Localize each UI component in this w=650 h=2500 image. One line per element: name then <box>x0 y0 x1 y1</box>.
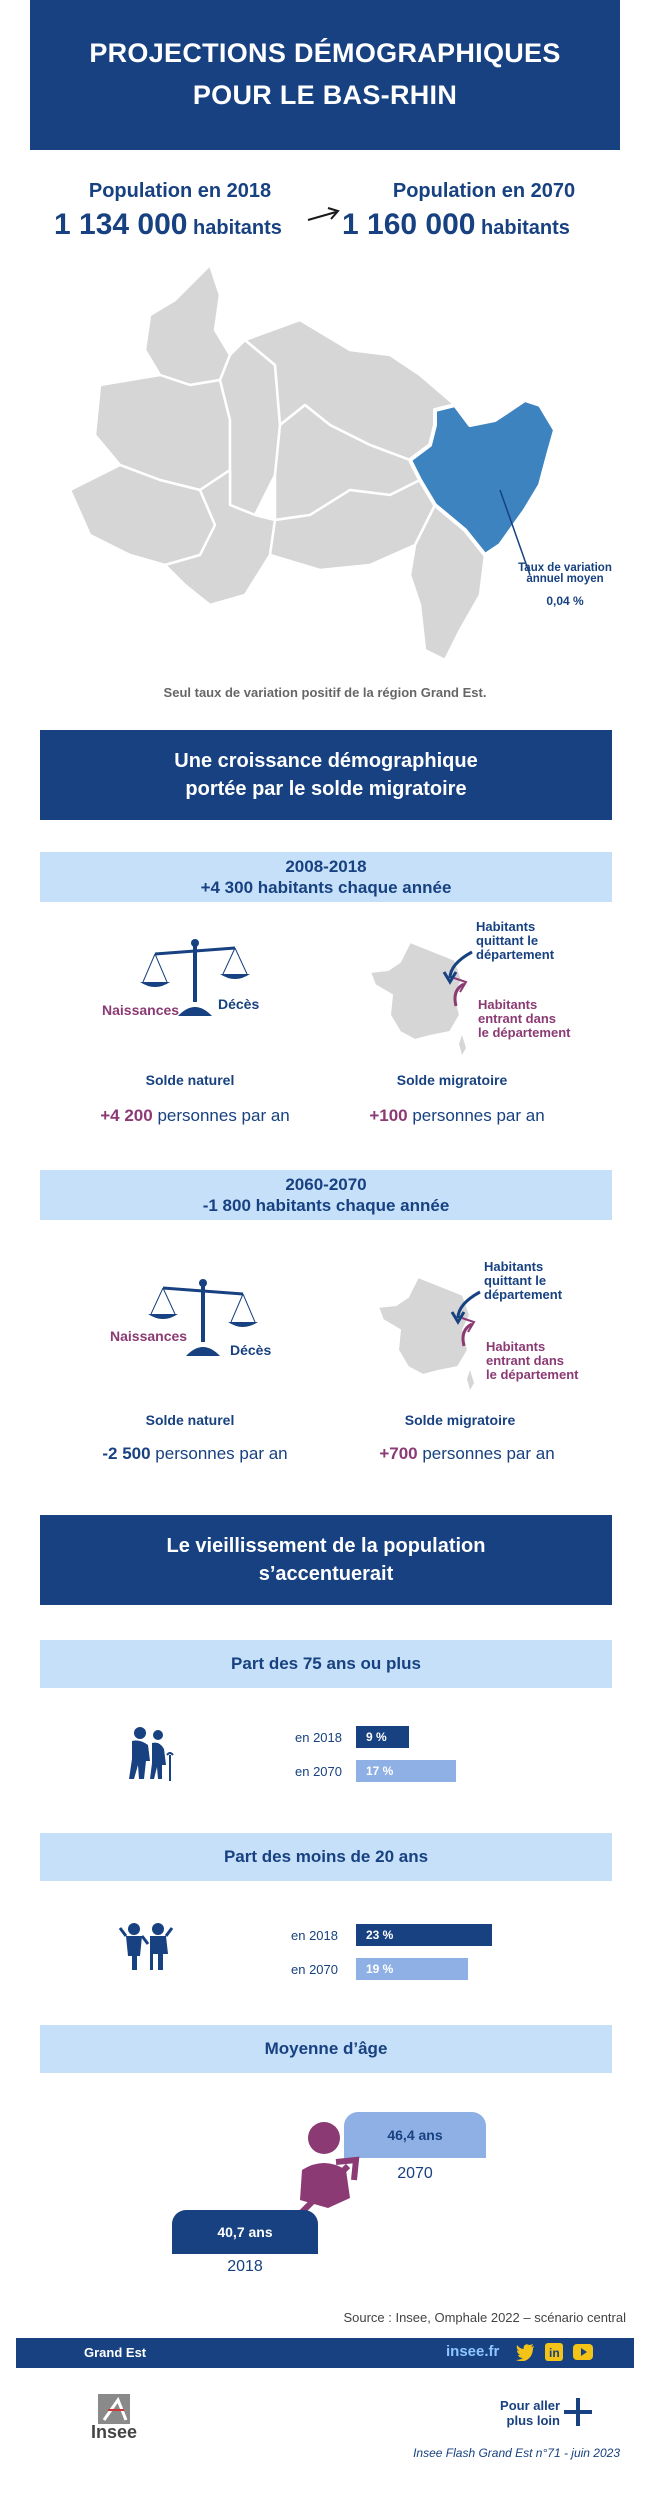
period1-years: 2008-2018 <box>285 857 367 876</box>
pop-2070-value <box>342 208 570 242</box>
young-2018-bar: 23 % <box>356 1924 492 1946</box>
period1-entering-label <box>478 998 570 1040</box>
header-title-line2: POUR LE BAS-RHIN <box>192 80 458 110</box>
pop-2070-number: 1 160 000 <box>342 208 476 241</box>
period1-summary: +4 300 habitants chaque année <box>200 878 452 897</box>
linkedin-icon[interactable] <box>544 2342 564 2362</box>
map-rate-label-line2: annuel moyen <box>526 573 604 585</box>
header-title-line1: PROJECTIONS DÉMOGRAPHIQUES <box>89 38 561 68</box>
section-aging-line2: s’accentuerait <box>258 1563 394 1585</box>
age-2018-box: 40,7 ans <box>172 2210 318 2254</box>
period1-migration-caption: Solde migratoire <box>396 1072 508 1088</box>
section-aging-line1: Le vieillissement de la population <box>166 1535 486 1557</box>
period2-leaving-label <box>484 1260 562 1302</box>
age-banner: Moyenne d’âge <box>40 2025 612 2073</box>
map-region-ardennes <box>145 265 230 385</box>
elderly-banner: Part des 75 ans ou plus <box>40 1640 612 1688</box>
section-growth-line1: Une croissance démographique <box>174 750 478 772</box>
footer-region: Grand Est <box>84 2345 147 2360</box>
young-2018-year: en 2018 <box>291 1928 338 1943</box>
young-2070-bar: 19 % <box>356 1958 468 1980</box>
period1-natural-line <box>90 1106 300 1126</box>
period2-entering-line2: entrant dans <box>486 1353 565 1368</box>
age-2070-year: 2070 <box>397 2165 433 2182</box>
more-info-line2: plus loin <box>506 2413 560 2428</box>
pop-2018-label: Population en 2018 <box>88 180 272 202</box>
youtube-icon[interactable] <box>572 2342 594 2362</box>
period1-births-label: Naissances <box>102 1002 180 1018</box>
publication-ref: Insee Flash Grand Est n°71 - juin 2023 <box>413 2446 620 2460</box>
plus-icon[interactable] <box>564 2398 592 2426</box>
pop-2070-label: Population en 2070 <box>392 180 576 202</box>
period2-migration-caption: Solde migratoire <box>404 1412 516 1428</box>
page-header <box>30 0 620 150</box>
section-growth-banner <box>40 730 612 820</box>
period1-migration-value: +100 <box>369 1106 408 1125</box>
pop-2018-value <box>54 208 282 242</box>
young-banner: Part des moins de 20 ans <box>40 1833 612 1881</box>
period2-entering-line1: Habitants <box>486 1339 546 1354</box>
period2-births-label: Naissances <box>110 1328 188 1344</box>
elderly-2018-year: en 2018 <box>295 1730 342 1745</box>
period2-natural-unit: personnes par an <box>155 1444 288 1463</box>
map-note: Seul taux de variation positif de la région Grand Est. <box>163 685 487 700</box>
period2-years: 2060-2070 <box>285 1175 367 1194</box>
map-rate-label <box>510 563 620 585</box>
period2-migration-line <box>358 1444 576 1464</box>
period1-deaths-label: Décès <box>218 996 260 1012</box>
period1-banner <box>40 852 612 902</box>
period2-natural-value: -2 500 <box>102 1444 151 1463</box>
elderly-2018-bar: 9 % <box>356 1726 409 1748</box>
source-note: Source : Insee, Omphale 2022 – scénario central <box>343 2310 626 2325</box>
period1-entering-line1: Habitants <box>478 997 538 1012</box>
pop-2070-unit: habitants <box>481 217 570 239</box>
insee-site-link[interactable]: insee.fr <box>446 2343 500 2360</box>
period2-natural-caption: Solde naturel <box>145 1412 235 1428</box>
period1-natural-caption: Solde naturel <box>145 1072 235 1088</box>
period2-leaving-line2: quittant le <box>484 1273 547 1288</box>
period1-leaving-line3: département <box>476 947 555 962</box>
period1-entering-line3: le département <box>478 1025 571 1040</box>
period1-entering-line2: entrant dans <box>478 1011 557 1026</box>
period2-migration-unit: personnes par an <box>422 1444 555 1463</box>
elderly-2070-year: en 2070 <box>295 1764 342 1779</box>
age-2070-box: 46,4 ans <box>344 2112 486 2158</box>
period2-leaving-line3: département <box>484 1287 563 1302</box>
elderly-2070-bar: 17 % <box>356 1760 456 1782</box>
section-growth-line2: portée par le solde migratoire <box>185 778 467 800</box>
children-icon <box>118 1922 174 1972</box>
period1-leaving-line2: quittant le <box>476 933 539 948</box>
section-aging-banner <box>40 1515 612 1605</box>
period2-migration-value: +700 <box>379 1444 418 1463</box>
period1-natural-unit: personnes par an <box>157 1106 290 1125</box>
insee-logo-text: Insee <box>90 2422 138 2442</box>
elderly-couple-icon <box>120 1725 176 1781</box>
arrow-right-icon <box>306 206 342 228</box>
more-info-label[interactable] <box>470 2398 560 2428</box>
period1-migration-line <box>352 1106 562 1126</box>
period2-entering-line3: le département <box>486 1367 579 1382</box>
period1-natural-value: +4 200 <box>100 1106 153 1125</box>
period1-migration-unit: personnes par an <box>412 1106 545 1125</box>
pop-2018-number: 1 134 000 <box>54 208 188 241</box>
period2-deaths-label: Décès <box>230 1342 272 1358</box>
period2-natural-line <box>86 1444 304 1464</box>
period2-leaving-line1: Habitants <box>484 1259 544 1274</box>
linkedin-icon-text: in <box>549 2346 560 2360</box>
more-info-line1: Pour aller <box>500 2398 560 2413</box>
period1-leaving-line1: Habitants <box>476 919 536 934</box>
age-2018-year: 2018 <box>227 2258 263 2275</box>
period2-banner <box>40 1170 612 1220</box>
pop-2018-unit: habitants <box>193 217 282 239</box>
period2-summary: -1 800 habitants chaque année <box>202 1196 450 1215</box>
young-2070-year: en 2070 <box>291 1962 338 1977</box>
map-rate-label-line1: Taux de variation <box>518 562 612 574</box>
period2-entering-label <box>486 1340 578 1382</box>
twitter-icon[interactable] <box>516 2343 536 2361</box>
period1-leaving-label <box>476 920 554 962</box>
map-rate-value: 0,04 % <box>546 594 584 608</box>
